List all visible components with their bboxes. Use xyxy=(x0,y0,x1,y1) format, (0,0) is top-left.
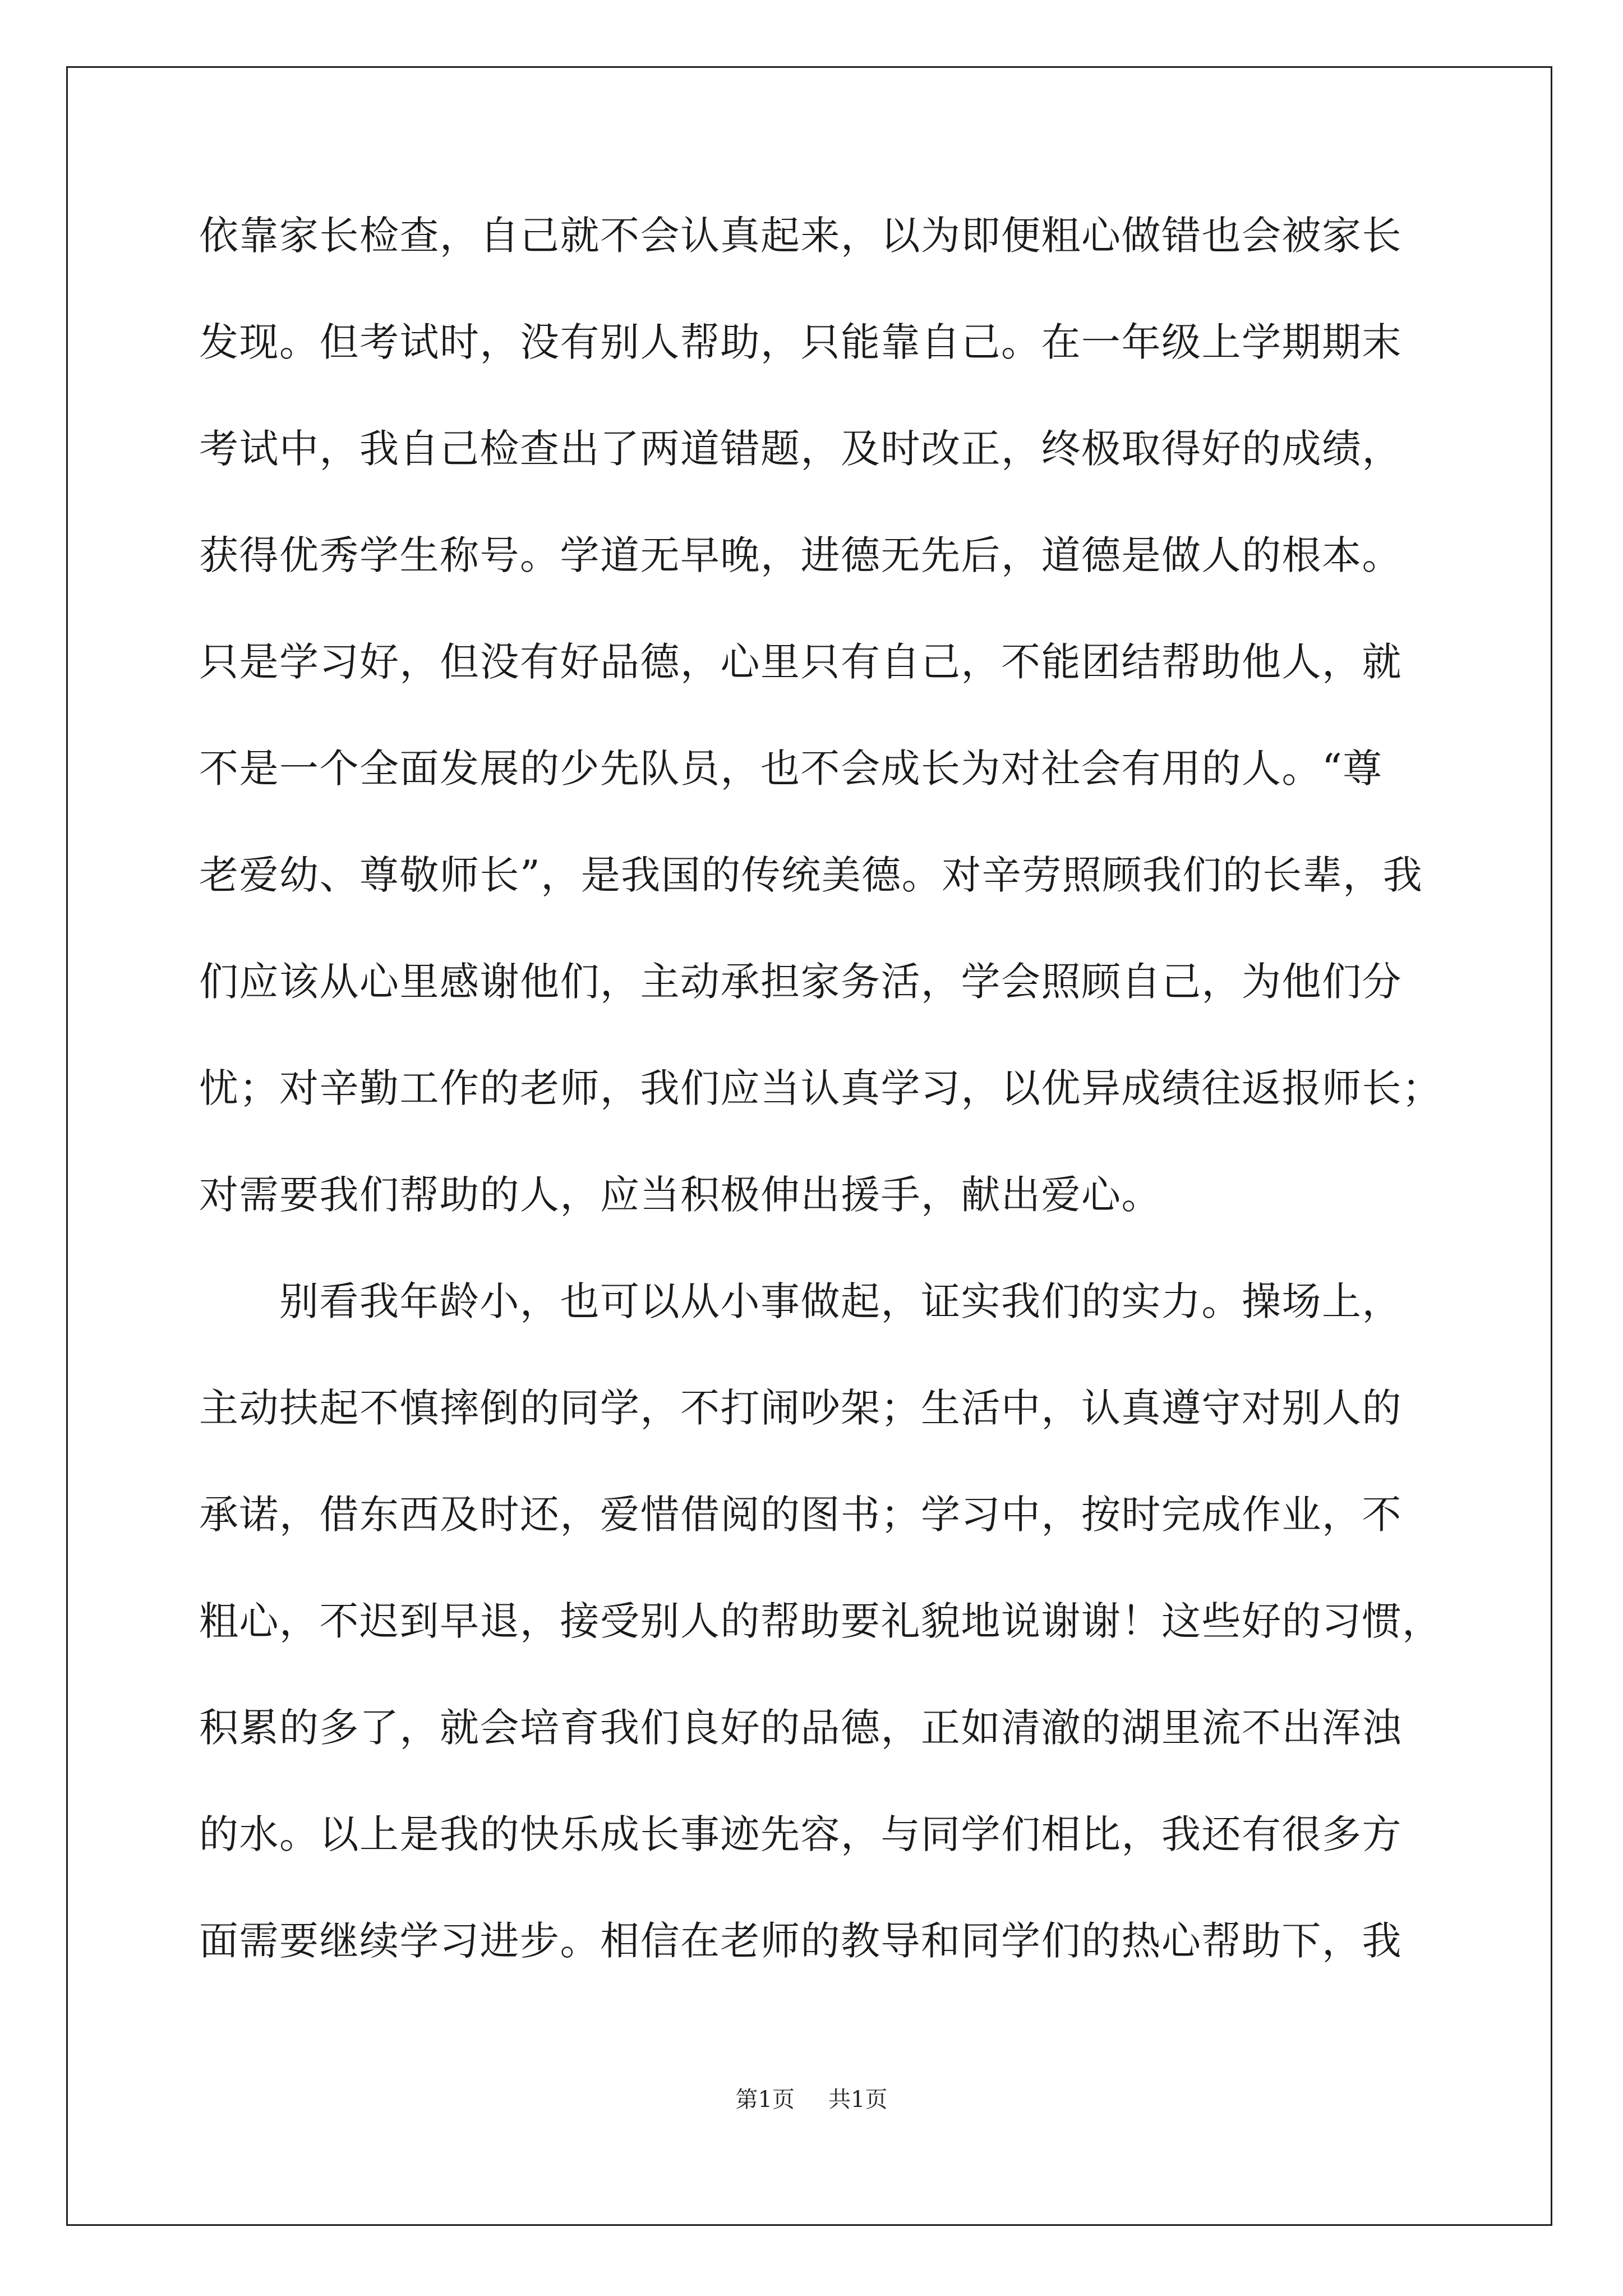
text-line: 老爱幼、尊敬师长”，是我国的传统美德。对辛劳照顾我们的长辈，我 xyxy=(199,852,1423,898)
page-number-total: 共1页 xyxy=(828,2087,888,2113)
document-body xyxy=(199,213,1444,2025)
text-line: 对需要我们帮助的人，应当积极伸出援手，献出爱心。 xyxy=(199,1172,1161,1218)
text-line: 粗心，不迟到早退，接受别人的帮助要礼貌地说谢谢！这些好的习惯， xyxy=(199,1598,1442,1644)
page-number-current: 第1页 xyxy=(735,2087,795,2113)
text-line: 发现。但考试时，没有别人帮助，只能靠自己。在一年级上学期期末 xyxy=(199,319,1402,365)
text-line: 不是一个全面发展的少先队员，也不会成长为对社会有用的人。“尊 xyxy=(199,746,1383,792)
text-line: 只是学习好，但没有好品德，心里只有自己，不能团结帮助他人，就 xyxy=(199,639,1402,685)
text-line: 主动扶起不慎摔倒的同学，不打闹吵架；生活中，认真遵守对别人的 xyxy=(199,1385,1402,1431)
text-line: 依靠家长检查，自己就不会认真起来，以为即便粗心做错也会被家长 xyxy=(199,213,1402,259)
page-footer xyxy=(0,2086,1623,2114)
text-line: 积累的多了，就会培育我们良好的品德，正如清澈的湖里流不出浑浊 xyxy=(199,1705,1402,1751)
text-line: 们应该从心里感谢他们，主动承担家务活，学会照顾自己，为他们分 xyxy=(199,959,1402,1005)
text-line: 的水。以上是我的快乐成长事迹先容，与同学们相比，我还有很多方 xyxy=(199,1811,1402,1857)
text-line: 别看我年龄小，也可以从小事做起，证实我们的实力。操场上， xyxy=(199,1278,1402,1324)
text-line: 面需要继续学习进步。相信在老师的教导和同学们的热心帮助下，我 xyxy=(199,1918,1402,1964)
text-line: 考试中，我自己检查出了两道错题，及时改正，终极取得好的成绩， xyxy=(199,426,1402,472)
text-line: 承诺，借东西及时还，爱惜借阅的图书；学习中，按时完成作业，不 xyxy=(199,1492,1402,1538)
text-line: 忧；对辛勤工作的老师，我们应当认真学习，以优异成绩往返报师长； xyxy=(199,1065,1442,1111)
text-line: 获得优秀学生称号。学道无早晚，进德无先后，道德是做人的根本。 xyxy=(199,532,1402,578)
